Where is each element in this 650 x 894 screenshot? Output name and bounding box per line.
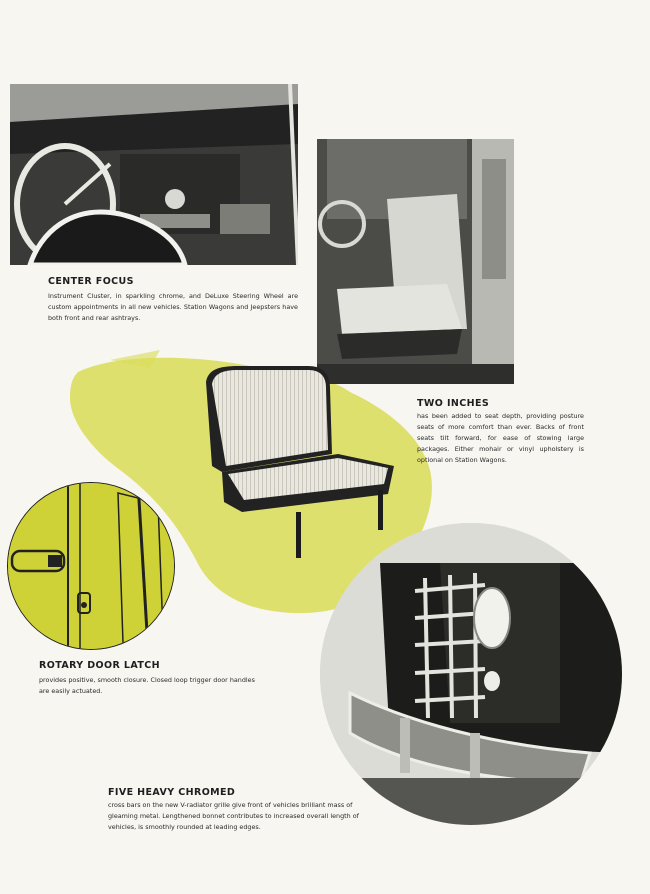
five-heavy-chromed-heading: FIVE HEAVY CHROMED: [108, 787, 236, 798]
rotary-door-latch-text: provides positive, smooth closure. Closed loop trigger door handles are easily actuated.: [39, 676, 255, 695]
two-inches-heading: TWO INCHES: [417, 398, 490, 409]
rotary-door-latch-heading: ROTARY DOOR LATCH: [39, 660, 160, 671]
seat-interior-photo: [317, 139, 514, 384]
dashboard-photo: [10, 84, 298, 265]
center-focus-heading: CENTER FOCUS: [48, 276, 134, 287]
two-inches-text: has been added to seat depth, providing posture seats of more comfort than ever. Backs of front seats tilt forward, for ease of stowing large packages. Either mohair or vinyl upholstery is optional on Station Wagons.: [417, 412, 584, 464]
center-focus-text: Instrument Cluster, in sparkling chrome, and DeLuxe Steering Wheel are custom appointments in all new vehicles. Station Wagons and Jeepsters have both front and rear ashtrays.: [48, 292, 298, 322]
five-heavy-chromed-text: cross bars on the new V-radiator grille give front of vehicles brilliant mass of gleaming metal. Lengthened bonnet contributes to increased overall length of vehicles, is smoothly rounded at leading edges.: [108, 801, 359, 831]
grille-photo: [320, 523, 622, 825]
door-latch-photo: [7, 482, 175, 650]
bench-seat-illustration: [198, 362, 398, 562]
